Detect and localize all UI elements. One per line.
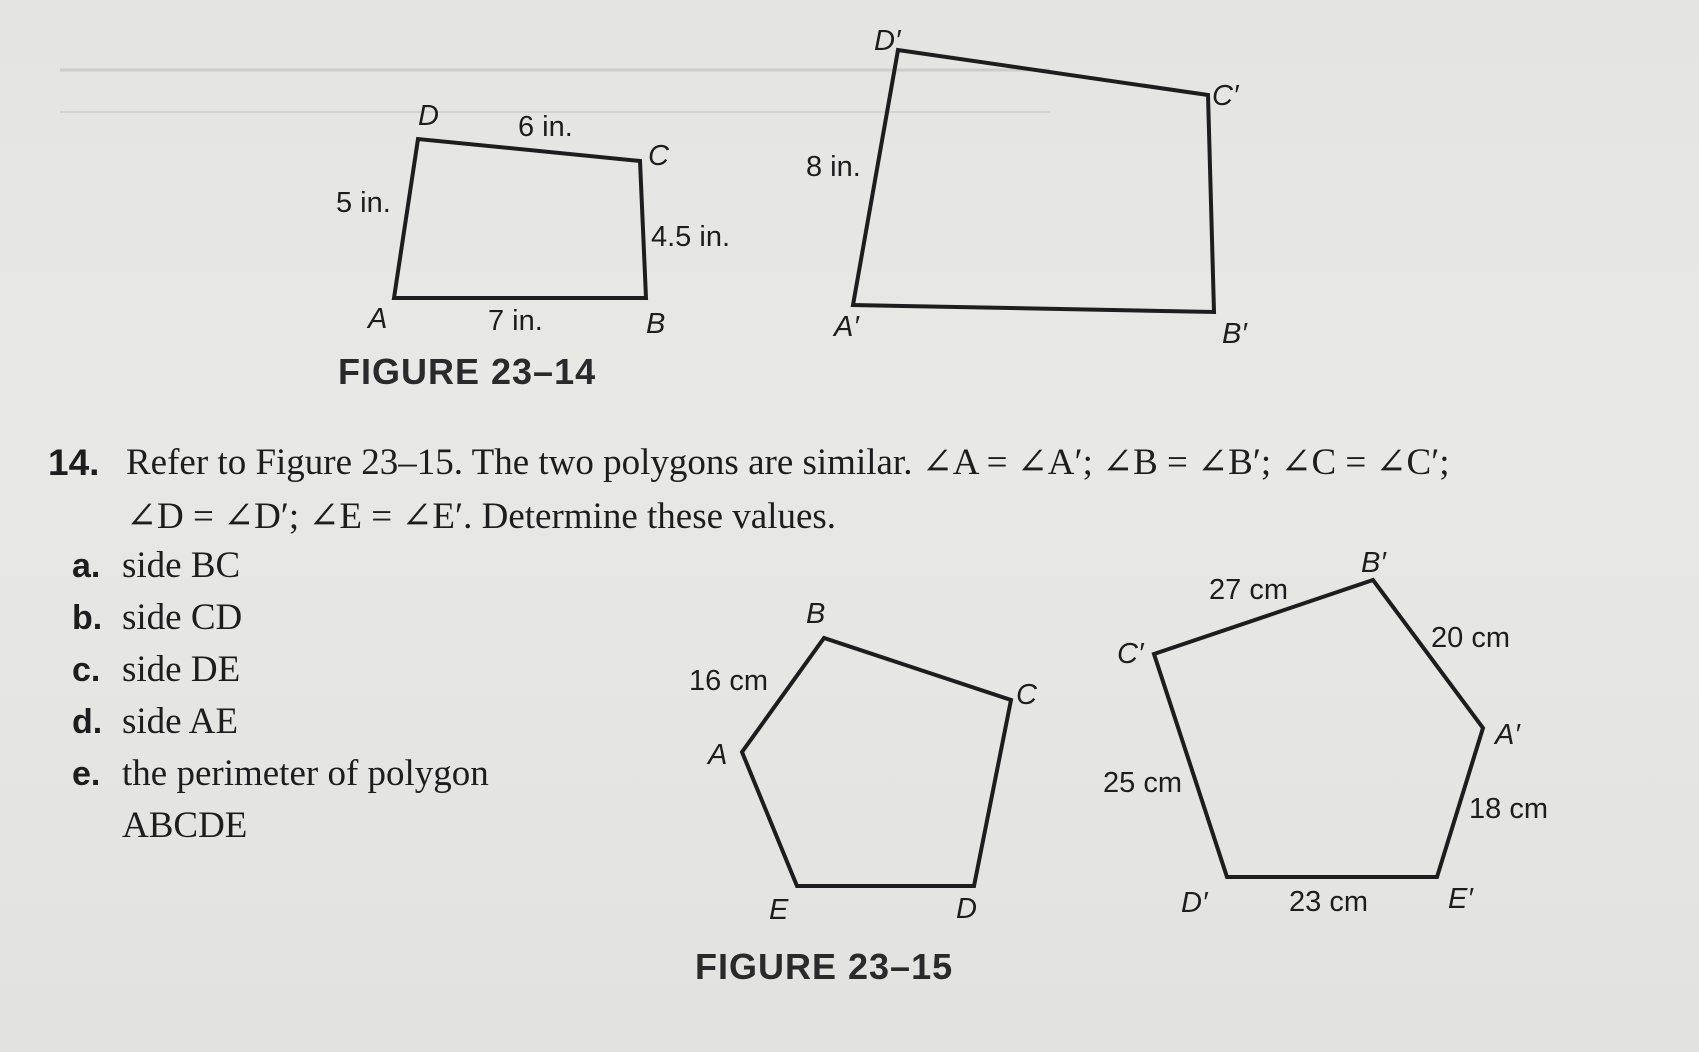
pentagon-abcde xyxy=(742,638,1011,886)
side-label-dc: 6 in. xyxy=(518,111,573,143)
part-letter: e. xyxy=(72,755,101,793)
part-letter: c. xyxy=(72,651,101,689)
problem-number: 14. xyxy=(48,442,100,483)
vertex-label-a-prime-large: A′ xyxy=(1495,719,1520,751)
quadrilateral-a-prime-b-prime-c-prime-d-prime xyxy=(853,50,1214,312)
part-text: side CD xyxy=(122,597,243,638)
figure-23-14 xyxy=(336,25,1248,392)
part-e-continuation xyxy=(72,800,489,852)
part-text: side BC xyxy=(122,545,241,586)
side-label-da: 5 in. xyxy=(336,187,391,219)
vertex-label-e-small: E xyxy=(769,894,789,926)
side-label-d-prime-c-prime: 25 cm xyxy=(1103,767,1182,799)
side-label-ab-small: 16 cm xyxy=(689,665,768,697)
vertex-label-e-prime-large: E′ xyxy=(1448,883,1473,915)
part-b xyxy=(72,592,489,644)
figure-caption-23-14: FIGURE 23–14 xyxy=(338,351,597,392)
vertex-label-a: A xyxy=(368,303,388,335)
part-e xyxy=(72,748,489,800)
side-label-cb: 4.5 in. xyxy=(651,221,730,253)
part-text-continuation: ABCDE xyxy=(122,805,248,846)
vertex-label-b-small: B xyxy=(806,598,826,630)
part-c xyxy=(72,644,489,696)
side-label-d-prime-c-prime: 8 in. xyxy=(806,151,861,183)
vertex-label-c-prime: C′ xyxy=(1212,80,1239,112)
vertex-label-d-small: D xyxy=(956,893,977,925)
part-letter: d. xyxy=(72,703,103,741)
side-label-ab: 7 in. xyxy=(488,305,543,337)
problem-14 xyxy=(48,436,1548,544)
vertex-label-a-prime: A′ xyxy=(834,311,859,343)
figure-caption-23-15: FIGURE 23–15 xyxy=(695,946,954,987)
side-label-a-prime-e-prime: 18 cm xyxy=(1469,793,1548,825)
quadrilateral-abcd xyxy=(394,139,646,298)
side-label-b-prime-a-prime: 20 cm xyxy=(1431,622,1510,654)
vertex-label-a-small: A xyxy=(708,739,728,771)
problem-stem-line-1: Refer to Figure 23–15. The two polygons are similar. ∠A = ∠A′; ∠B = ∠B′; ∠C = ∠C′; xyxy=(126,442,1450,483)
vertex-label-b-prime-large: B′ xyxy=(1361,547,1386,579)
part-letter: a. xyxy=(72,547,101,585)
vertex-label-d: D xyxy=(418,100,439,132)
figure-23-15 xyxy=(689,547,1548,987)
part-d xyxy=(72,696,489,748)
problem-parts-list xyxy=(72,540,489,852)
vertex-label-d-prime: D′ xyxy=(874,25,901,57)
vertex-label-c-prime-large: C′ xyxy=(1117,638,1144,670)
part-text: the perimeter of polygon xyxy=(122,753,489,794)
vertex-label-c: C xyxy=(648,140,669,172)
part-a xyxy=(72,540,489,592)
vertex-label-c-small: C xyxy=(1016,679,1037,711)
vertex-label-b: B xyxy=(646,308,666,340)
side-label-e-prime-d-prime: 23 cm xyxy=(1289,886,1368,918)
vertex-label-d-prime-large: D′ xyxy=(1181,887,1208,919)
problem-stem-line-2: ∠D = ∠D′; ∠E = ∠E′. Determine these values. xyxy=(126,496,837,537)
part-text: side DE xyxy=(122,649,241,690)
part-text: side AE xyxy=(122,701,239,742)
show-through-text xyxy=(60,70,1050,112)
side-label-c-prime-b-prime: 27 cm xyxy=(1209,574,1288,606)
part-letter: b. xyxy=(72,599,103,637)
vertex-label-b-prime: B′ xyxy=(1222,318,1247,350)
